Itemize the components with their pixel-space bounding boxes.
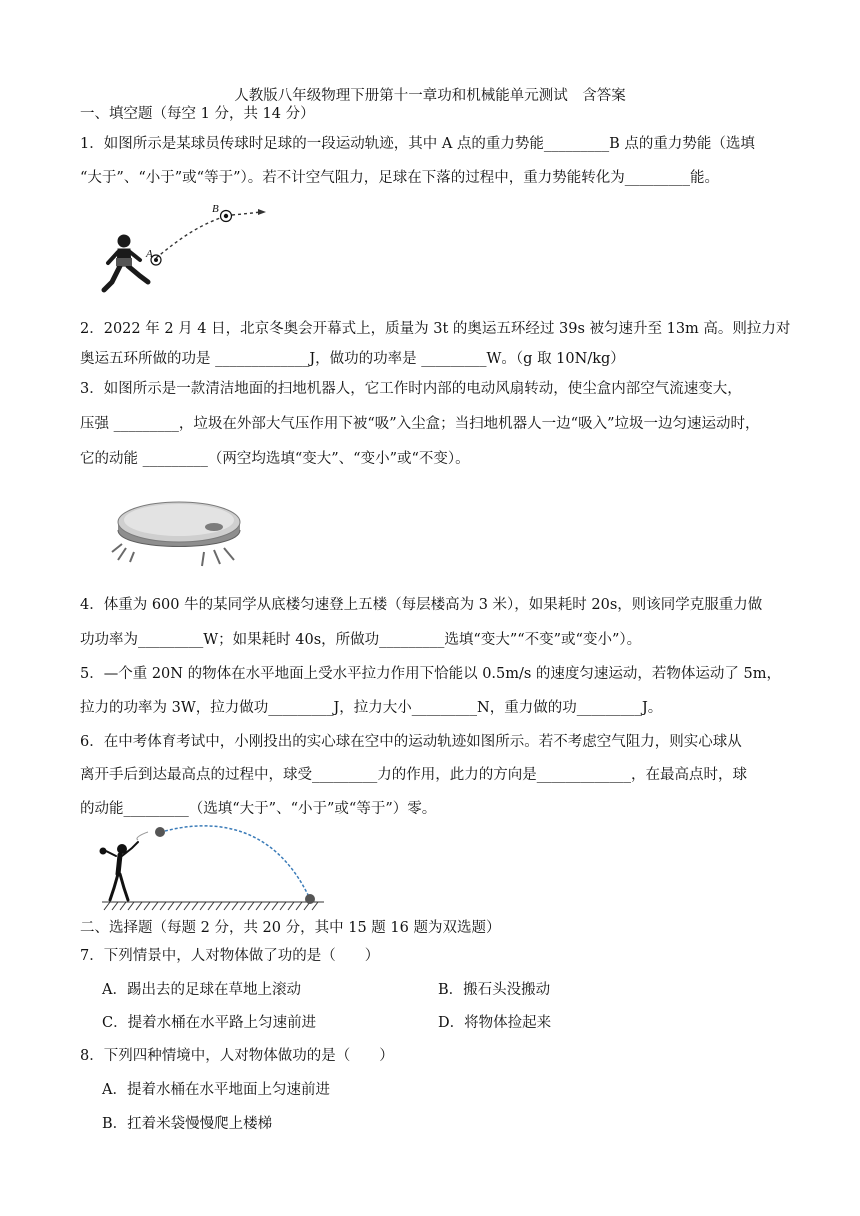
shot-put-figure bbox=[98, 822, 328, 914]
q7-option-b: B．搬石头没搬动 bbox=[438, 982, 551, 998]
q3-line-2: 压强 _________，垃圾在外部大气压作用下被“吸”入尘盒；当扫地机器人一边“吸入”垃圾一边匀速运动时， bbox=[80, 416, 760, 432]
q4-line-1: 4．体重为 600 牛的某同学从底楼匀速登上五楼（每层楼高为 3 米），如果耗时 20s，则该同学克服重力做 bbox=[80, 597, 763, 613]
robot-vacuum-icon bbox=[112, 502, 240, 566]
trajectory-continuation bbox=[232, 212, 261, 215]
robot-vacuum-figure bbox=[104, 482, 254, 572]
ground-hatching bbox=[102, 902, 324, 910]
q3-line-1: 3．如图所示是一款清洁地面的扫地机器人，它工作时内部的电动风扇转动，使尘盒内部空气流速变大， bbox=[80, 381, 742, 397]
soccer-player-icon bbox=[104, 235, 148, 290]
page-title: 人教版八年级物理下册第十一章功和机械能单元测试 含答案 bbox=[234, 88, 626, 104]
shot-trajectory-line bbox=[165, 826, 310, 899]
brush-icon bbox=[202, 548, 234, 566]
student-thrower-icon bbox=[100, 842, 138, 900]
q1-line-2: “大于”、“小于”或“等于”）。若不计空气阻力，足球在下落的过程中，重力势能转化为_________能。 bbox=[80, 170, 719, 186]
soccer-ball-b-icon bbox=[221, 211, 232, 222]
q8-option-b: B．扛着米袋慢慢爬上楼梯 bbox=[102, 1116, 273, 1132]
arrow-head-icon bbox=[258, 209, 266, 215]
q2-line-2: 奥运五环所做的功是 _____________J，做功的功率是 _________W。（g 取 10N/kg） bbox=[80, 351, 625, 367]
shot-ball-start-icon bbox=[155, 827, 165, 837]
q3-line-3: 它的动能 _________（两空均选填“变大”、“变小”或“不变）。 bbox=[80, 451, 470, 467]
q8-option-a: A．提着水桶在水平地面上匀速前进 bbox=[102, 1082, 330, 1098]
q2-line-1: 2．2022 年 2 月 4 日，北京冬奥会开幕式上，质量为 3t 的奥运五环经过 39s 被匀速升至 13m 高。则拉力对 bbox=[80, 321, 791, 337]
q6-line-1: 6．在中考体育考试中，小刚投出的实心球在空中的运动轨迹如图所示。若不考虑空气阻力，则实心球从 bbox=[80, 734, 742, 750]
q5-line-2: 拉力的功率为 3W，拉力做功_________J，拉力大小_________N，重力做的功_________J。 bbox=[80, 700, 663, 716]
shot-ball-land-icon bbox=[305, 894, 315, 904]
label-a: A bbox=[146, 248, 153, 260]
q5-line-1: 5．—个重 20N 的物体在水平地面上受水平拉力作用下恰能以 0.5m/s 的速度匀速运动，若物体运动了 5m， bbox=[80, 666, 782, 682]
hand-motion-lines bbox=[137, 832, 148, 840]
q7-option-c: C．提着水桶在水平路上匀速前进 bbox=[102, 1015, 317, 1031]
q6-line-2: 离开手后到达最高点的过程中，球受_________力的作用，此力的方向是_____________，在最高点时，球 bbox=[80, 767, 747, 783]
q7-stem: 7．下列情景中，人对物体做了功的是（ ） bbox=[80, 948, 380, 964]
q7-option-a: A．踢出去的足球在草地上滚动 bbox=[102, 982, 301, 998]
q7-option-d: D．将物体捡起来 bbox=[438, 1015, 552, 1031]
trajectory-dashed-line bbox=[156, 216, 226, 258]
brush-icon bbox=[112, 544, 134, 562]
q1-line-1: 1．如图所示是某球员传球时足球的一段运动轨迹，其中 A 点的重力势能_________B 点的重力势能（选填 bbox=[80, 136, 755, 152]
q8-stem: 8．下列四种情境中，人对物体做功的是（ ） bbox=[80, 1048, 394, 1064]
section-1-heading: 一、填空题（每空 1 分，共 14 分） bbox=[80, 106, 315, 122]
label-b: B bbox=[212, 203, 219, 215]
soccer-trajectory-figure bbox=[98, 200, 273, 300]
q6-line-3: 的动能_________（选填“大于”、“小于”或“等于”）零。 bbox=[80, 801, 437, 817]
section-2-heading: 二、选择题（每题 2 分，共 20 分，其中 15 题 16 题为双选题） bbox=[80, 920, 501, 936]
q4-line-2: 功功率为_________W；如果耗时 40s，所做功_________选填“变大”“不变”或“变小”）。 bbox=[80, 632, 642, 648]
